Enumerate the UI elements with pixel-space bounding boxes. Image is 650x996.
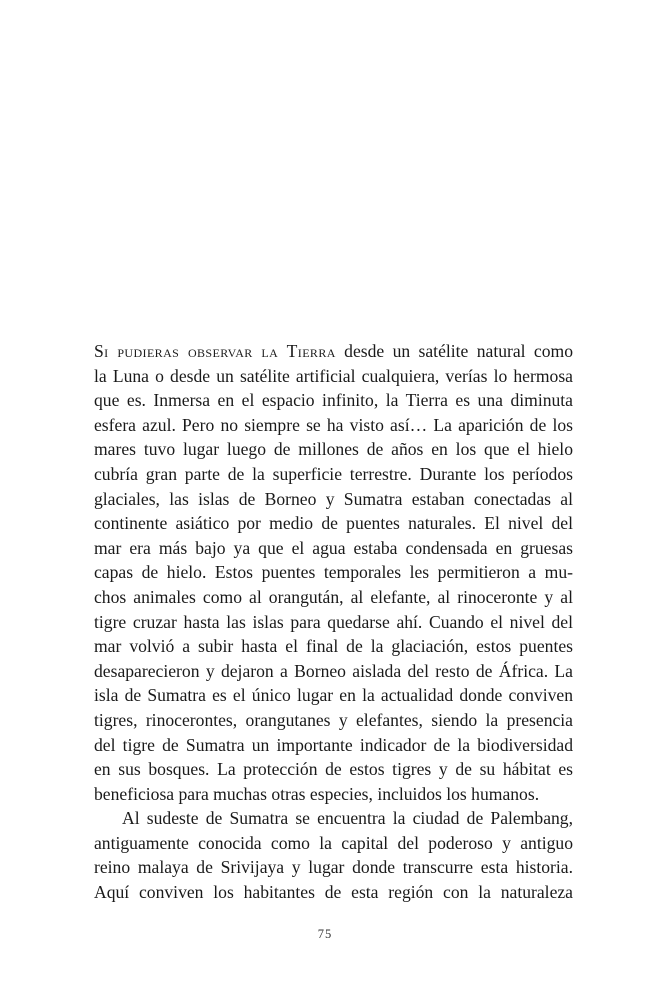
text-line: mar volvió a subir hasta el final de la glaciación, estos puentes: [94, 636, 573, 657]
text-line-paragraph-end: beneficiosa para muchas otras especies, incluidos los humanos.: [94, 783, 540, 804]
text-line: cubría gran parte de la superficie terrestre. Durante los períodos: [94, 463, 573, 484]
text-line: en sus bosques. La protección de estos tigres y de su hábitat es: [94, 759, 573, 780]
text-line: Aquí conviven los habitantes de esta región con la naturaleza: [94, 882, 573, 903]
page-number: 75: [317, 927, 333, 941]
text-line: tigre cruzar hasta las islas para quedarse ahí. Cuando el nivel del: [94, 611, 573, 632]
text-line: mar era más bajo ya que el agua estaba condensada en gruesas: [94, 537, 573, 558]
text-line: reino malaya de Srivijaya y lugar donde transcurre esta historia.: [94, 857, 573, 878]
text-line: mares tuvo lugar luego de millones de años en los que el hielo: [94, 439, 573, 460]
text-line: capas de hielo. Estos puentes temporales les permitieron a mu-: [94, 562, 573, 583]
text-line-1: [94, 339, 573, 364]
text-line: esfera azul. Pero no siempre se ha visto así… La aparición de los: [94, 414, 573, 435]
paragraph-2-first-line: Al sudeste de Sumatra se encuentra la ciudad de Palembang,: [122, 808, 573, 829]
text-line: glaciales, las islas de Borneo y Sumatra estaban conectadas al: [94, 488, 573, 509]
opening-smallcaps: Si pudieras observar la Tierra: [94, 341, 336, 361]
text-line: tigres, rinocerontes, orangutanes y elefantes, siendo la presencia: [94, 709, 573, 730]
text-line: isla de Sumatra es el único lugar en la actualidad donde conviven: [94, 685, 573, 706]
text-line: del tigre de Sumatra un importante indicador de la biodiversidad: [94, 734, 573, 755]
text-line: antiguamente conocida como la capital del poderoso y antiguo: [94, 832, 573, 853]
text-line: la Luna o desde un satélite artificial cualquiera, verías lo hermosa: [94, 365, 573, 386]
text-line: que es. Inmersa en el espacio infinito, la Tierra es una diminuta: [94, 390, 573, 411]
text-line: continente asiático por medio de puentes naturales. El nivel del: [94, 513, 573, 534]
text-line-1-rest: desde un satélite natural como: [335, 341, 574, 361]
text-line: chos animales como al orangután, al elefante, al rinoceronte y al: [94, 586, 573, 607]
text-line: desaparecieron y dejaron a Borneo aislada del resto de África. La: [94, 660, 573, 681]
body-text: [94, 339, 573, 905]
